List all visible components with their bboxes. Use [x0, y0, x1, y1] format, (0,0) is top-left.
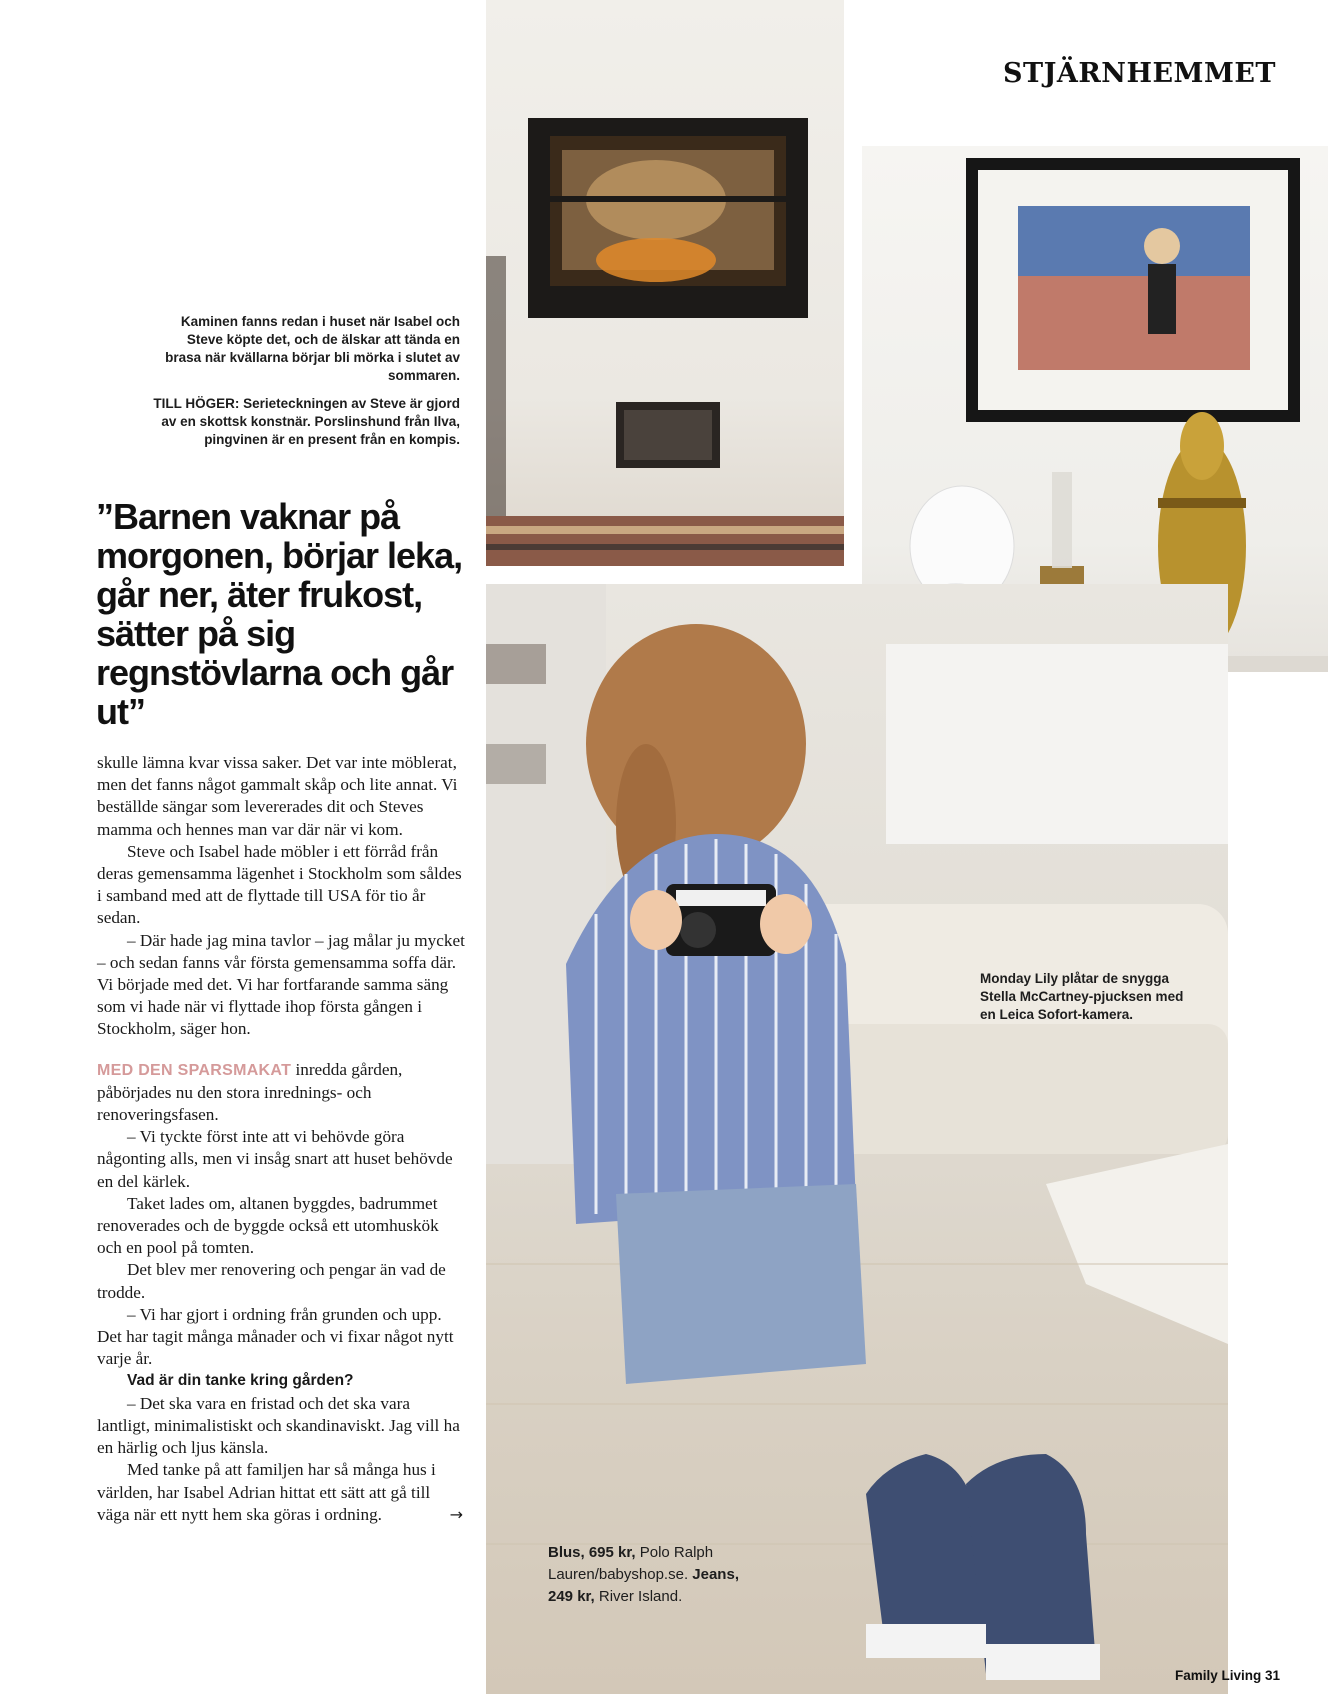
body-paragraph: Med tanke på att familjen har så många hus i världen, har Isabel Adrian hittat ett sätt att gå till väga när ett nytt hem ska göras i ordning.	[97, 1460, 436, 1524]
body-paragraph: – Det ska vara en fristad och det ska vara lantligt, minimalistiskt och skandinaviskt. Jag vill ha en härlig och ljus känsla.	[97, 1393, 460, 1458]
fireplace-caption-text: Kaminen fanns redan i huset när Isabel och Steve köpte det, och de älskar att tända en brasa när kvällarna börjar bli mörka i slutet av sommaren.	[165, 314, 460, 383]
body-paragraph: – Vi har gjort i ordning från grunden och upp. Det har tagit många månader och vi fixar något nytt varje år.	[97, 1304, 454, 1369]
continue-arrow-icon: →	[449, 1504, 463, 1524]
outfit-caption	[548, 1542, 768, 1608]
article-body	[97, 752, 465, 1526]
body-paragraph: Det blev mer renovering och pengar än vad de trodde.	[97, 1260, 446, 1302]
body-paragraph: skulle lämna kvar vissa saker. Det var inte möblerat, men det fanns något gammalt skåp och lite annat. Vi beställde sängar som levererades dit och Steves mamma och hennes man var där när vi kom.	[97, 753, 458, 839]
fireplace-photo	[486, 0, 844, 566]
girl-with-camera-photo	[486, 584, 1228, 1694]
page-footer: Family Living 31	[1174, 1668, 1280, 1683]
section-label: STJÄRNHEMMET	[1003, 58, 1276, 89]
body-paragraph: Taket lades om, altanen byggdes, badrummet renoverades och de byggde också ett utomhuskök och en pool på tomten.	[97, 1193, 439, 1258]
outfit-item-blouse: Blus, 695 kr,	[548, 1544, 636, 1561]
artwork-caption-text: TILL HÖGER: Serieteckningen av Steve är gjord av en skottsk konstnär. Porslinshund från Ilva, pingvinen är en present från en kompis.	[153, 396, 460, 447]
body-paragraph: – Vi tyckte först inte att vi behövde göra någonting alls, men vi insåg snart att huset behövde en del kärlek.	[97, 1127, 453, 1191]
body-paragraph-lead	[97, 1059, 465, 1127]
outfit-price-jeans: 249 kr,	[548, 1588, 595, 1605]
interview-question: Vad är din tanke kring gården?	[127, 1372, 354, 1390]
fireplace-caption	[150, 313, 460, 449]
lead-in: MED DEN SPARSMAKAT	[97, 1061, 292, 1079]
pull-quote: ”Barnen vaknar på morgonen, börjar leka, går ner, äter frukost, sätter på sig regnstövlarna och går ut”	[96, 496, 463, 732]
lead-text: inredda gården, påbörjades nu den stora inrednings- och renoveringsfasen.	[97, 1059, 403, 1125]
outfit-brand-jeans: River Island.	[594, 1588, 683, 1605]
body-paragraph: Steve och Isabel hade möbler i ett förråd från deras gemensamma lägenhet i Stockholm som såldes i samband med att de flyttade till USA för tio år sedan.	[97, 841, 462, 928]
outfit-brand-blouse: Polo Ralph Lauren/babyshop.se.	[548, 1544, 714, 1583]
girl-caption: Monday Lily plåtar de snygga Stella McCartney-pjucksen med en Leica Sofort-kamera.	[980, 971, 1184, 1022]
outfit-item-jeans: Jeans,	[692, 1566, 739, 1583]
body-paragraph: – Där hade jag mina tavlor – jag målar ju mycket – och sedan fanns vår första gemensamma soffa där. Vi började med det. Vi har fortfarande samma säng som vi hade när vi flyttade ihop första gången i Stockholm, säger hon.	[97, 930, 465, 1039]
